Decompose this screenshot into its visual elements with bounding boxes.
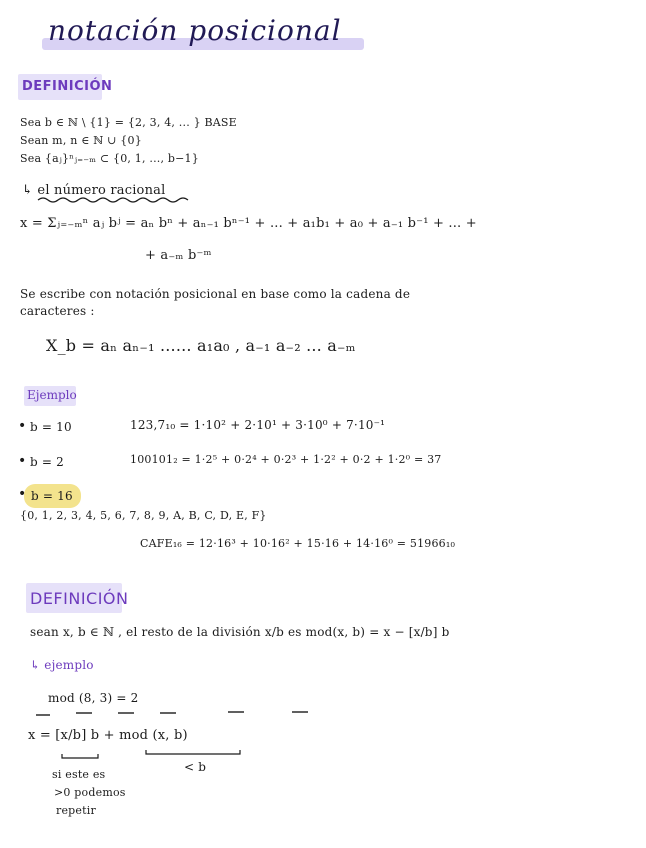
formula-sum-tail: + a₋ₘ b⁻ᵐ: [145, 248, 212, 263]
bullet-dot: •: [18, 453, 27, 469]
definition-line-coefs: Sea {aⱼ}ⁿⱼ₌₋ₘ ⊂ {0, 1, ..., b−1}: [20, 152, 199, 165]
base-2-label: b = 2: [30, 455, 64, 469]
bullet-dot: •: [18, 418, 27, 434]
mod-example: mod (8, 3) = 2: [48, 691, 139, 705]
brace-mod: [146, 750, 240, 754]
wavy-underline: [38, 198, 188, 202]
section2-heading: DEFINICIÓN: [30, 589, 129, 608]
x-decomposition: x = [x/b] b + mod (x, b): [28, 728, 188, 743]
dash-row: [36, 712, 308, 715]
base-10-expr: 123,7₁₀ = 1·10² + 2·10¹ + 3·10⁰ + 7·10⁻¹: [130, 418, 386, 432]
definition-line-mn: Sean m, n ∈ ℕ ∪ {0}: [20, 134, 142, 147]
hex-digits: {0, 1, 2, 3, 4, 5, 6, 7, 8, 9, A, B, C, D, E, F}: [20, 509, 267, 522]
ejemplo-heading: Ejemplo: [27, 388, 77, 402]
text-cadena-2: caracteres :: [20, 304, 95, 318]
note-line-2: >0 podemos: [54, 786, 126, 799]
less-than-b: < b: [184, 760, 207, 774]
bullet-dot: •: [18, 486, 27, 502]
hex-expr: CAFE₁₆ = 12·16³ + 10·16² + 15·16 + 14·16⁰ = 51966₁₀: [140, 537, 456, 550]
arrow-note-rational: ↳ el número racional: [22, 183, 166, 198]
arrow-note-ejemplo: ↳ ejemplo: [30, 658, 94, 672]
note-line-3: repetir: [56, 804, 96, 817]
base-16-label: b = 16: [31, 489, 73, 503]
text-cadena: Se escribe con notación posicional en base como la cadena de: [20, 287, 411, 301]
formula-sum: x = Σⱼ₌₋ₘⁿ aⱼ bʲ = aₙ bⁿ + aₙ₋₁ bⁿ⁻¹ + ... + a₁b₁ + a₀ + a₋₁ b⁻¹ + ... +: [20, 216, 477, 231]
mod-definition: sean x, b ∈ ℕ , el resto de la división x/b es mod(x, b) = x − [x/b] b: [30, 625, 450, 639]
base-10-label: b = 10: [30, 420, 72, 434]
brace-floor: [62, 754, 98, 758]
positional-string: X_b = aₙ aₙ₋₁ ...... a₁a₀ , a₋₁ a₋₂ ... a₋ₘ: [46, 336, 356, 355]
definition-line-base: Sea b ∈ ℕ \ {1} = {2, 3, 4, ... } BASE: [20, 116, 237, 129]
note-line-1: si este es: [52, 768, 106, 781]
base-2-expr: 100101₂ = 1·2⁵ + 0·2⁴ + 0·2³ + 1·2² + 0·2 + 1·2⁰ = 37: [130, 453, 442, 466]
page-title: notación posicional: [48, 14, 342, 47]
section1-heading: DEFINICIÓN: [22, 79, 113, 94]
